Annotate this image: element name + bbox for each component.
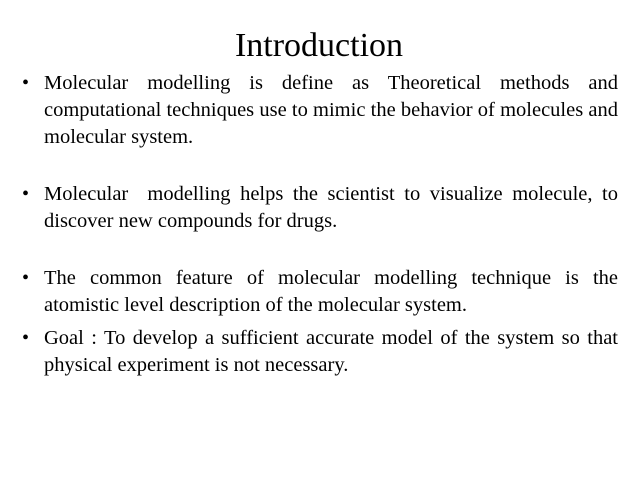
bullet-text: The common feature of molecular modelling technique is the atomistic level description of the molecular system. <box>44 267 618 316</box>
bullet-list <box>22 70 624 379</box>
slide-title: Introduction <box>234 27 404 64</box>
bullet-icon: • <box>22 183 30 205</box>
bullet-icon: • <box>22 267 30 289</box>
bullet-text: Goal : To develop a sufficient accurate model of the system so that physical experiment is not necessary. <box>44 327 618 376</box>
bullet-item <box>22 70 618 151</box>
bullet-text: Molecular modelling helps the scientist to visualize molecule, to discover new compounds for drugs. <box>44 183 624 232</box>
bullet-icon: • <box>22 327 30 349</box>
bullet-text: Molecular modelling is define as Theoretical methods and computational techniques use to mimic the behavior of molecules and molecular system. <box>44 72 618 148</box>
bullet-item <box>22 181 624 235</box>
bullet-icon: • <box>22 72 30 94</box>
bullet-item <box>22 325 618 379</box>
bullet-item <box>22 265 618 319</box>
